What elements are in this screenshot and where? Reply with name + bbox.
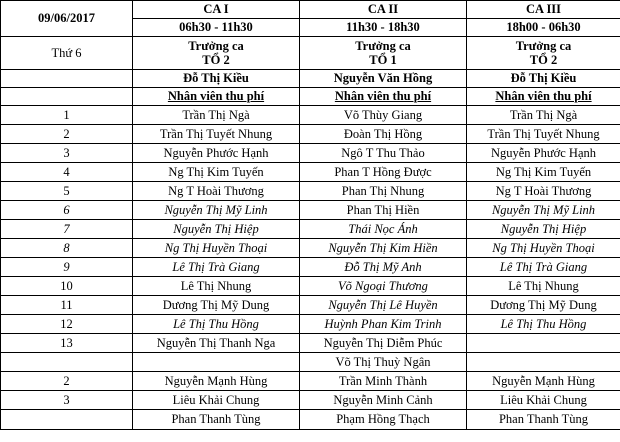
shift-1-lead-name: Đỗ Thị Kiều — [133, 70, 300, 88]
shift-2-staff: Phan T Hồng Được — [300, 163, 467, 182]
row-number — [1, 410, 133, 430]
staff-row — [1, 391, 620, 410]
shift-2-staff: Phan Thị Nhung — [300, 182, 467, 201]
shift-2-staff: Võ Ngoại Thương — [300, 277, 467, 296]
shift-name-row — [1, 1, 620, 19]
row-number: 4 — [1, 163, 133, 182]
shift-1-time: 06h30 - 11h30 — [133, 19, 300, 37]
shift-3-name: CA III — [467, 1, 620, 19]
staff-row — [1, 296, 620, 315]
shift-2-staff: Phạm Hồng Thạch — [300, 410, 467, 430]
shift-lead-name-row — [1, 70, 620, 88]
shift-1-staff: Liêu Khải Chung — [133, 391, 300, 410]
shift-3-staff: Ng Thị Huyền Thoại — [467, 239, 620, 258]
shift-3-staff: Nguyễn Mạnh Hùng — [467, 372, 620, 391]
shift-1-staff: Phan Thanh Tùng — [133, 410, 300, 430]
shift-2-time: 11h30 - 18h30 — [300, 19, 467, 37]
shift-1-team: TỔ 2 — [202, 53, 230, 67]
shift-3-staff: Phan Thanh Tùng — [467, 410, 620, 430]
row-number: 2 — [1, 125, 133, 144]
shift-1-lead-block — [133, 37, 300, 70]
shift-3-staff: Nguyễn Thị Mỹ Linh — [467, 201, 620, 220]
row-number: 3 — [1, 144, 133, 163]
empty-cell — [1, 88, 133, 106]
staff-label-row — [1, 88, 620, 106]
staff-row — [1, 353, 620, 372]
empty-cell — [1, 70, 133, 88]
shift-3-staff: Lê Thị Trà Giang — [467, 258, 620, 277]
shift-2-staff: Thái Nọc Ánh — [300, 220, 467, 239]
shift-lead-row — [1, 37, 620, 70]
shift-1-staff: Ng T Hoài Thương — [133, 182, 300, 201]
shift-1-staff: Ng Thị Huyền Thoại — [133, 239, 300, 258]
shift-3-staff: Trần Thị Tuyết Nhung — [467, 125, 620, 144]
shift-1-staff: Nguyễn Phước Hạnh — [133, 144, 300, 163]
staff-row — [1, 220, 620, 239]
staff-row — [1, 277, 620, 296]
shift-2-staff: Ngô T Thu Thảo — [300, 144, 467, 163]
shift-2-staff: Nguyễn Thị Diễm Phúc — [300, 334, 467, 353]
shift-2-lead-label: Trưởng ca — [355, 39, 411, 53]
shift-1-staff: Dương Thị Mỹ Dung — [133, 296, 300, 315]
shift-3-lead-label: Trưởng ca — [515, 39, 572, 53]
shift-3-staff: Trần Thị Ngà — [467, 106, 620, 125]
shift-2-staff: Đỗ Thị Mỹ Anh — [300, 258, 467, 277]
staff-row — [1, 163, 620, 182]
row-number: 12 — [1, 315, 133, 334]
shift-1-name: CA I — [133, 1, 300, 19]
shift-3-staff: Lê Thị Thu Hồng — [467, 315, 620, 334]
shift-1-staff: Nguyễn Thị Hiệp — [133, 220, 300, 239]
staff-row — [1, 410, 620, 430]
shift-3-staff — [467, 353, 620, 372]
shift-3-staff: Liêu Khải Chung — [467, 391, 620, 410]
row-number: 7 — [1, 220, 133, 239]
shift-3-staff: Nguyễn Phước Hạnh — [467, 144, 620, 163]
shift-2-staff: Nguyễn Thị Lê Huyền — [300, 296, 467, 315]
staff-row — [1, 144, 620, 163]
shift-3-staff: Dương Thị Mỹ Dung — [467, 296, 620, 315]
row-number: 13 — [1, 334, 133, 353]
shift-3-lead-name: Đỗ Thị Kiều — [467, 70, 620, 88]
shift-2-name: CA II — [300, 1, 467, 19]
shift-1-staff: Lê Thị Trà Giang — [133, 258, 300, 277]
shift-1-staff: Nguyễn Thị Thanh Nga — [133, 334, 300, 353]
shift-2-staff: Phan Thị Hiền — [300, 201, 467, 220]
shift-3-staff: Nguyễn Thị Hiệp — [467, 220, 620, 239]
day-cell: Thứ 6 — [1, 37, 133, 70]
shift-1-staff: Nguyễn Mạnh Hùng — [133, 372, 300, 391]
shift-1-staff-label: Nhân viên thu phí — [133, 88, 300, 106]
shift-3-staff: Ng Thị Kim Tuyến — [467, 163, 620, 182]
row-number: 5 — [1, 182, 133, 201]
shift-3-staff: Lê Thị Nhung — [467, 277, 620, 296]
row-number: 10 — [1, 277, 133, 296]
staff-row — [1, 239, 620, 258]
shift-2-staff: Huỳnh Phan Kim Trinh — [300, 315, 467, 334]
shift-2-team: TỔ 1 — [369, 53, 397, 67]
row-number — [1, 353, 133, 372]
row-number: 11 — [1, 296, 133, 315]
shift-1-staff: Lê Thị Nhung — [133, 277, 300, 296]
shift-2-staff: Võ Thị Thuỳ Ngân — [300, 353, 467, 372]
shift-1-staff: Nguyễn Thị Mỹ Linh — [133, 201, 300, 220]
row-number: 6 — [1, 201, 133, 220]
row-number: 1 — [1, 106, 133, 125]
row-number: 9 — [1, 258, 133, 277]
shift-1-staff: Trần Thị Ngà — [133, 106, 300, 125]
shift-1-staff — [133, 353, 300, 372]
shift-3-staff: Ng T Hoài Thương — [467, 182, 620, 201]
shift-1-staff: Lê Thị Thu Hồng — [133, 315, 300, 334]
shift-1-staff: Ng Thị Kim Tuyến — [133, 163, 300, 182]
shift-3-staff — [467, 334, 620, 353]
staff-row — [1, 315, 620, 334]
staff-row — [1, 372, 620, 391]
shift-3-staff-label: Nhân viên thu phí — [467, 88, 620, 106]
shift-2-staff-label: Nhân viên thu phí — [300, 88, 467, 106]
staff-row — [1, 182, 620, 201]
staff-row — [1, 201, 620, 220]
shift-3-team: TỔ 2 — [529, 53, 558, 67]
staff-row — [1, 334, 620, 353]
shift-2-lead-block — [300, 37, 467, 70]
shift-1-lead-label: Trưởng ca — [188, 39, 244, 53]
shift-3-time: 18h00 - 06h30 — [467, 19, 620, 37]
shift-2-staff: Nguyễn Thị Kim Hiền — [300, 239, 467, 258]
shift-2-lead-name: Nguyễn Văn Hồng — [300, 70, 467, 88]
staff-row — [1, 106, 620, 125]
shift-2-staff: Đoàn Thị Hồng — [300, 125, 467, 144]
shift-2-staff: Trần Minh Thành — [300, 372, 467, 391]
shift-1-staff: Trần Thị Tuyết Nhung — [133, 125, 300, 144]
row-number: 3 — [1, 391, 133, 410]
row-number: 2 — [1, 372, 133, 391]
row-number: 8 — [1, 239, 133, 258]
date-cell: 09/06/2017 — [1, 1, 133, 37]
shift-3-lead-block — [467, 37, 620, 70]
staff-row — [1, 258, 620, 277]
shift-2-staff: Võ Thùy Giang — [300, 106, 467, 125]
shift-2-staff: Nguyễn Minh Cảnh — [300, 391, 467, 410]
staff-row — [1, 125, 620, 144]
